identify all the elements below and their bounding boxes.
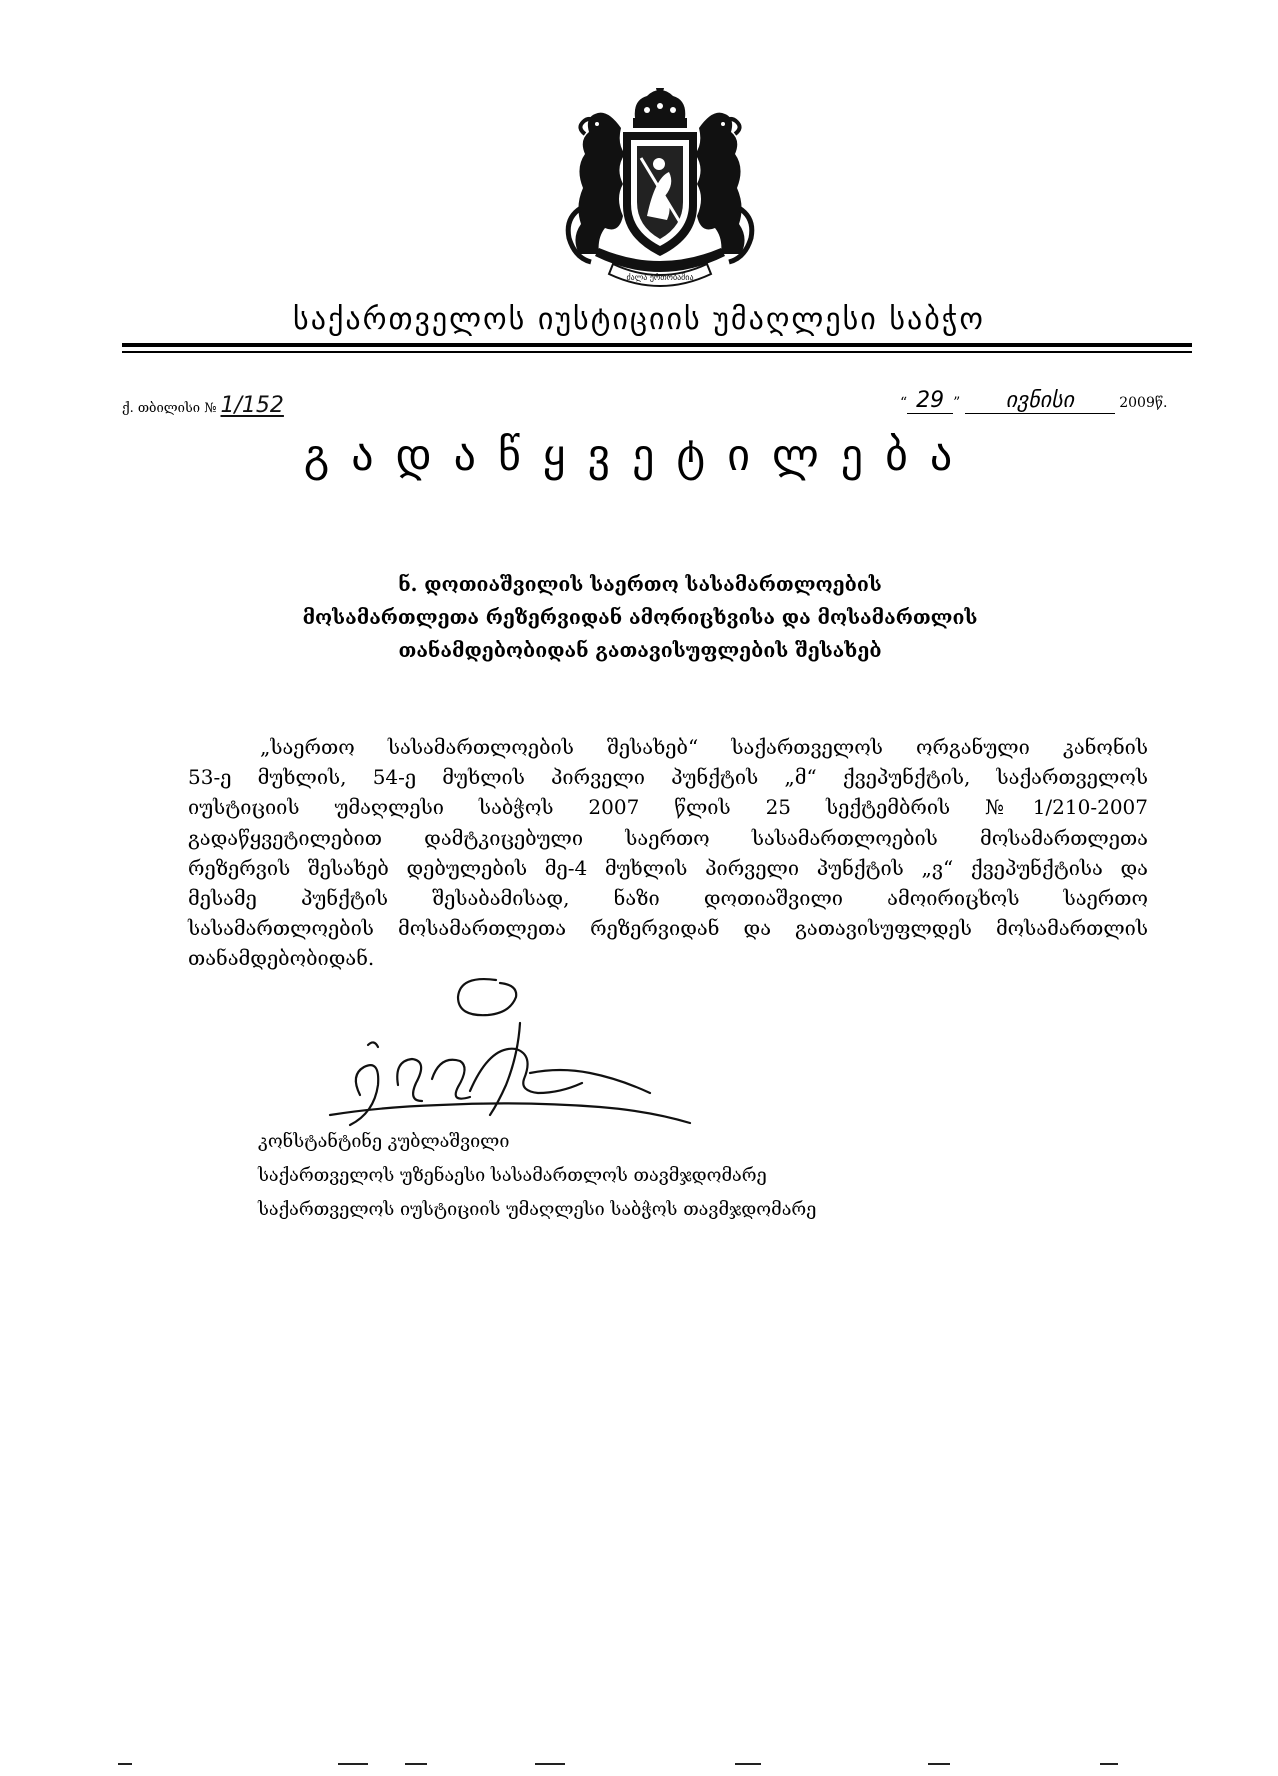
svg-text:ძალა ერთობაშია: ძალა ერთობაშია: [626, 273, 694, 282]
scan-artifact: [338, 1763, 368, 1765]
number-value: 1/152: [220, 393, 284, 418]
header-rule-thin: [122, 351, 1192, 353]
organization-title: საქართველოს იუსტიციის უმაღლესი საბჭო: [293, 302, 985, 337]
date-year: 2009წ.: [1119, 395, 1168, 411]
number-prefix: ქ. თბილისი №: [122, 401, 217, 416]
signatory-position: საქართველოს უზენაესი სასამართლოს თავმჯდომარე: [258, 1165, 767, 1186]
body-line: მესამე პუნქტის შესაბამისად, ნაზი დოთიაშვილი ამოირიცხოს საერთო: [188, 886, 1148, 911]
georgia-coat-of-arms-icon: [535, 88, 785, 288]
subject-line: მოსამართლეთა რეზერვიდან ამორიცხვისა და მოსამართლის: [302, 606, 978, 629]
document-number: [122, 393, 284, 418]
scan-artifact: [118, 1763, 132, 1765]
body-line: თანამდებობიდან.: [188, 946, 375, 971]
signatory-name: კონსტანტინე კუბლაშვილი: [258, 1131, 510, 1152]
body-line: სასამართლოების მოსამართლეთა რეზერვიდან და გათავისუფლდეს მოსამართლის: [188, 916, 1148, 941]
header-rule-thick: [122, 343, 1192, 347]
signatory-position: საქართველოს იუსტიციის უმაღლესი საბჭოს თავმჯდომარე: [258, 1199, 817, 1220]
scan-artifact: [405, 1763, 427, 1765]
document-subject: [240, 568, 1040, 667]
subject-line: ნ. დოთიაშვილის საერთო სასამართლოების: [398, 573, 882, 596]
body-line: 53-ე მუხლის, 54-ე მუხლის პირველი პუნქტის „მ“ ქვეპუნქტის, საქართველოს: [188, 765, 1148, 790]
scan-artifact: [928, 1763, 950, 1765]
signature-block: [258, 1125, 816, 1227]
scan-artifact: [1100, 1763, 1118, 1765]
body-line: იუსტიციის უმაღლესი საბჭოს 2007 წლის 25 სექტემბრის №1/210-2007: [188, 795, 1148, 820]
body-line: გადაწყვეტილებით დამტკიცებული საერთო სასამართლოების მოსამართლეთა: [188, 825, 1148, 850]
document-date: “ 29 ” ივნისი 2009წ.: [900, 388, 1168, 413]
document-body: [188, 732, 1148, 974]
scan-artifact: [735, 1763, 761, 1765]
body-line: „საერთო სასამართლოების შესახებ“ საქართველოს ორგანული კანონის: [260, 735, 1148, 759]
body-line: რეზერვის შესახებ დებულების მე-4 მუხლის პირველი პუნქტის „ვ“ ქვეპუნქტისა და: [188, 855, 1148, 880]
date-month: ივნისი: [965, 388, 1115, 414]
document-title: გადაწყვეტილება: [303, 430, 975, 481]
handwritten-signature-icon: [320, 975, 700, 1150]
scan-artifact: [535, 1763, 565, 1765]
date-day: 29: [907, 388, 953, 414]
subject-line: თანამდებობიდან გათავისუფლების შესახებ: [398, 639, 882, 662]
